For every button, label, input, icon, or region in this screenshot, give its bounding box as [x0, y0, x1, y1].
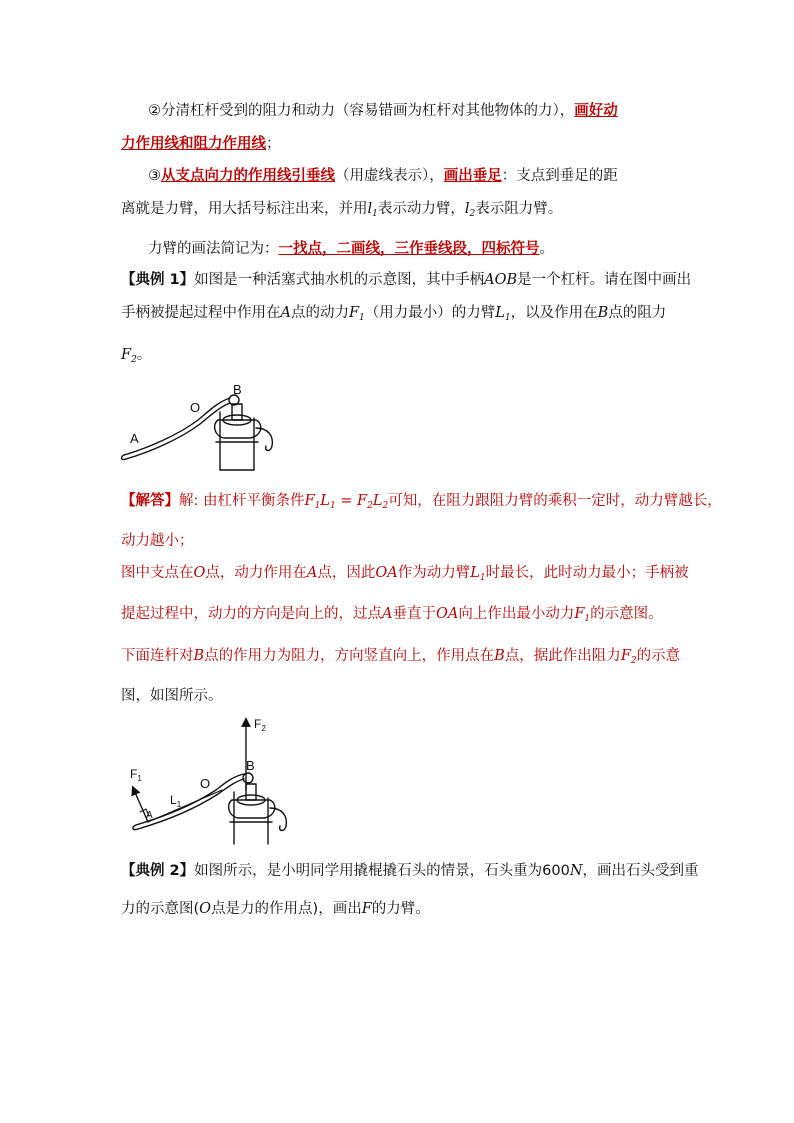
- step-2-emphasis-cont: 力作用线和阻力作用线: [121, 136, 266, 152]
- step-3-emphasis-2: 画出垂足: [443, 168, 502, 184]
- piston-rod: [232, 404, 242, 420]
- mnemonic-emphasis: 一找点，二画线，三作垂线段，四标符号: [278, 241, 540, 257]
- piston-rod: [246, 784, 256, 800]
- step-2-emphasis: 画好动: [574, 103, 618, 119]
- lever-balance-formula: $F_1L_1 = F_2L_2$: [304, 493, 389, 511]
- label-B: B: [233, 382, 242, 397]
- pump-diagram-2: [118, 712, 308, 847]
- label-A: A: [146, 810, 153, 821]
- step-3-emphasis-1: 从支点向力的作用线引垂线: [161, 168, 335, 184]
- label-A: A: [130, 431, 139, 446]
- answer-line-6: 图，如图所示。: [121, 688, 223, 704]
- pump-spout: [270, 808, 286, 831]
- symbol-l1: $l_1$: [367, 201, 378, 219]
- paragraph-step-3-line-2: 离就是力臂，用大括号标注出来，并用$l_1$表示动力臂，$l_2$表示阻力臂。: [121, 201, 563, 219]
- label-F1: $F_1$: [130, 767, 142, 783]
- label-L1: $L_1$: [170, 793, 182, 809]
- label-B: B: [246, 758, 255, 773]
- paragraph-step-3-line-1: ③从支点向力的作用线引垂线（用虚线表示），画出垂足：支点到垂足的距: [148, 168, 618, 184]
- example-1-tag: 【典例 1】: [121, 272, 195, 288]
- answer-line-4: 提起过程中，动力的方向是向上的，过点A垂直于OA向上作出最小动力$F_1$的示意图。: [121, 606, 663, 624]
- answer-tag: 【解答】: [121, 493, 179, 509]
- example-1-line-3: $F_2$。: [121, 347, 152, 365]
- symbol-l2: $l_2$: [464, 201, 476, 219]
- lever-arm-L1: [148, 790, 222, 822]
- pump-diagram-1: [118, 380, 288, 475]
- mnemonic-line: 力臂的画法简记为：一找点，二画线，三作垂线段，四标符号。: [148, 241, 554, 257]
- example-2-tag: 【典例 2】: [121, 863, 195, 879]
- paragraph-step-2-line-1: [148, 101, 708, 121]
- pump-spout: [256, 428, 272, 451]
- example-2-line-1: 【典例 2】如图所示，是小明同学用撬棍撬石头的情景，石头重为600N，画出石头受到重: [121, 863, 699, 879]
- label-O: O: [200, 776, 211, 791]
- example-1-line-2: 手柄被提起过程中作用在A点的动力$F_1$（用力最小）的力臂$L_1$，以及作用在B点的阻力: [121, 305, 667, 323]
- answer-line-3: 图中支点在O点，动力作用在A点，因此OA作为动力臂$L_1$时最长，此时动力最小；手柄被: [121, 565, 689, 583]
- answer-line-5: 下面连杆对B点的作用力为阻力，方向竖直向上，作用点在B点，据此作出阻力$F_2$的示意: [121, 648, 681, 666]
- pump-cylinder: [220, 412, 254, 470]
- example-1-line-1: 【典例 1】如图是一种活塞式抽水机的示意图，其中手柄AOB是一个杠杆。请在图中画出: [121, 272, 692, 288]
- paragraph-step-2-line-2: 力作用线和阻力作用线；: [121, 136, 281, 152]
- label-O: O: [190, 400, 201, 415]
- answer-line-1: 【解答】解: 由杠杆平衡条件$F_1L_1 = F_2L_2$可知，在阻力跟阻力臂的乘积一定时，动力臂越长，: [121, 493, 722, 511]
- step-2-text: ②分清杠杆受到的阻力和动力（容易错画为杠杆对其他物体的力），: [148, 103, 575, 119]
- handle-pin: [243, 773, 253, 783]
- label-F2: $F_2$: [254, 717, 266, 733]
- answer-line-2: 动力越小；: [121, 533, 194, 549]
- example-2-line-2: 力的示意图(O点是力的作用点)，画出F的力臂。: [121, 901, 430, 917]
